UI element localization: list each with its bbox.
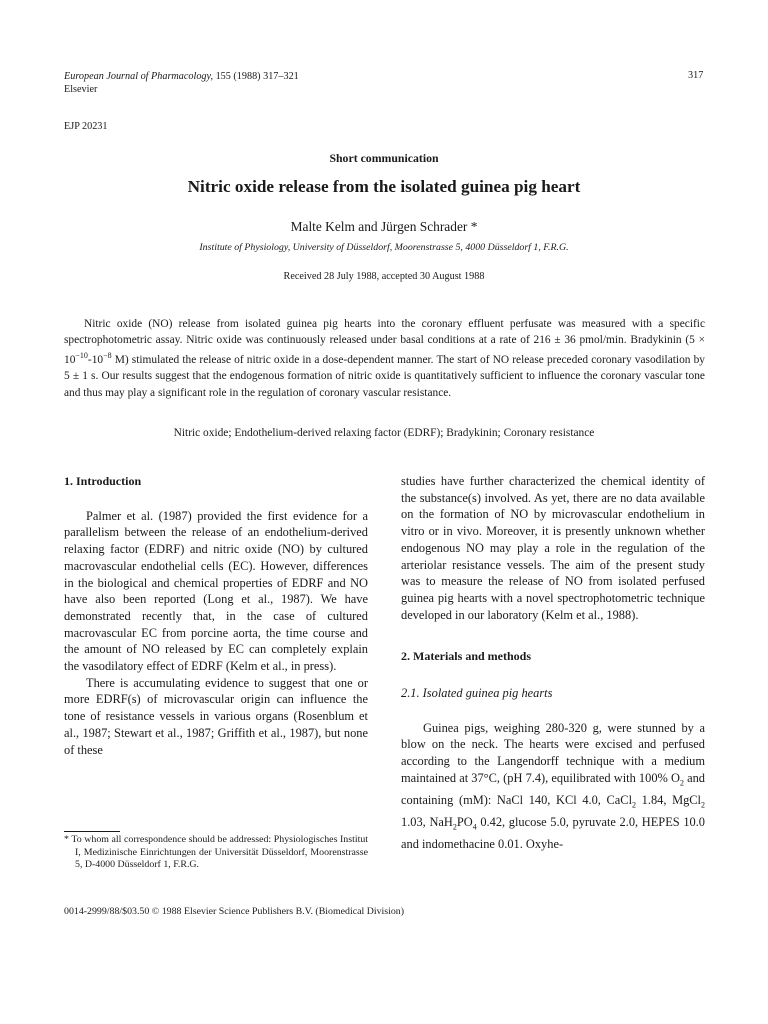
publisher: Elsevier xyxy=(64,84,98,95)
left-column xyxy=(64,473,368,758)
journal-name: European Journal of Pharmacology, xyxy=(64,71,214,82)
right-column xyxy=(401,473,705,853)
footnote-rule xyxy=(64,831,120,832)
journal-citation xyxy=(64,70,299,96)
copyright-line: 0014-2999/88/$03.50 © 1988 Elsevier Science Publishers B.V. (Biomedical Division) xyxy=(64,906,405,917)
methods-paragraph-1: Guinea pigs, weighing 280-320 g, were stunned by a blow on the neck. The hearts were excised and perfused according to the Langendorff technique with a medium maintained at 37°C, (pH 7.4), equilibrated with 100% $O_2$ and containing (mM): NaCl 140, KCl 4.0, CaCl$_2$ 1.84, MgCl$_2$ 1.03, $NaH_2PO_4$ 0.42, glucose 5.0, pyruvate 2.0, HEPES 10.0 and indomethacine 0.01. Oxyhe- xyxy=(401,720,705,852)
intro-paragraph-2: There is accumulating evidence to suggest that one or more EDRF(s) of microvascular origin can influence the tone of resistance vessels in various organs (Rosenblum et al., 1987; Stewart et al., 1987; Griffith et al., 1987), but none of these xyxy=(64,675,368,757)
footnote-text: * To whom all correspondence should be addressed: Physiologisches Institut I, Medizinische Einrichtungen der Universität Düsseldorf, Moorenstrasse 5, D-4000 Düsseldorf 1, F.R.G. xyxy=(64,834,368,870)
intro-heading: 1. Introduction xyxy=(64,474,142,488)
methods-heading: 2. Materials and methods xyxy=(401,649,531,664)
section-type: Short communication xyxy=(329,151,439,165)
received-dates: Received 28 July 1988, accepted 30 August 1988 xyxy=(283,271,485,282)
keywords: Nitric oxide; Endothelium-derived relaxing factor (EDRF); Bradykinin; Coronary resistance xyxy=(173,427,595,439)
methods-subheading: 2.1. Isolated guinea pig hearts xyxy=(401,686,553,701)
affiliation: Institute of Physiology, University of Düsseldorf, Moorenstrasse 5, 4000 Düsseldorf 1, F.R.G. xyxy=(199,242,569,253)
page-number: 317 xyxy=(688,70,704,81)
intro-paragraph-1: Palmer et al. (1987) provided the first evidence for a parallelism between the release of an endothelium-derived relaxing factor (EDRF) and nitric oxide (NO) by cultured macrovascular endothelial cells (EC). However, differences in the biological and chemical properties of EDRF and NO have also been reported (Long et al., 1987). We have demonstrated recently that, in the case of cultured macrovascular EC from porcine aorta, the time course and the amount of NO released by EC can completely explain the vasodilatory effect of EDRF (Kelm et al., in press). xyxy=(64,508,368,674)
authors: Malte Kelm and Jürgen Schrader * xyxy=(290,219,478,234)
intro-paragraph-2-continued: studies have further characterized the chemical identity of the substance(s) involved. As yet, there are no data available on the formation of NO by microvascular endothelium in vitro or in vivo. Moreover, it is presently unknown whether endogenous NO may play a role in the regulation of the arteriolar resistance vessels. The aim of the present study was to measure the release of NO from isolated perfused guinea pig hearts with a novel spectrophotometric technique developed in our laboratory (Kelm et al., 1988). xyxy=(401,474,705,622)
abstract-text: Nitric oxide (NO) release from isolated guinea pig hearts into the coronary effluent perfusate was measured with a specific spectrophotometric assay. Nitric oxide was continuously released under basal conditions at a rate of 216 ± 36 pmol/min. Bradykinin ($5 \times 10^{-10}-10^{-8}$ M) stimulated the release of nitric oxide in a dose-dependent manner. The start of NO release preceded coronary vasodilation by 5 ± 1 s. Our results suggest that the endogenous formation of nitric oxide is quantitatively sufficient to influence the coronary vascular tone and thus may play a significant role in the regulation of coronary vascular resistance. xyxy=(64,318,705,399)
article-title: Nitric oxide release from the isolated guinea pig heart xyxy=(187,177,581,196)
journal-volume: 155 (1988) 317–321 xyxy=(213,71,299,82)
abstract xyxy=(64,316,705,401)
footnote xyxy=(64,834,368,872)
article-code: EJP 20231 xyxy=(64,121,108,132)
